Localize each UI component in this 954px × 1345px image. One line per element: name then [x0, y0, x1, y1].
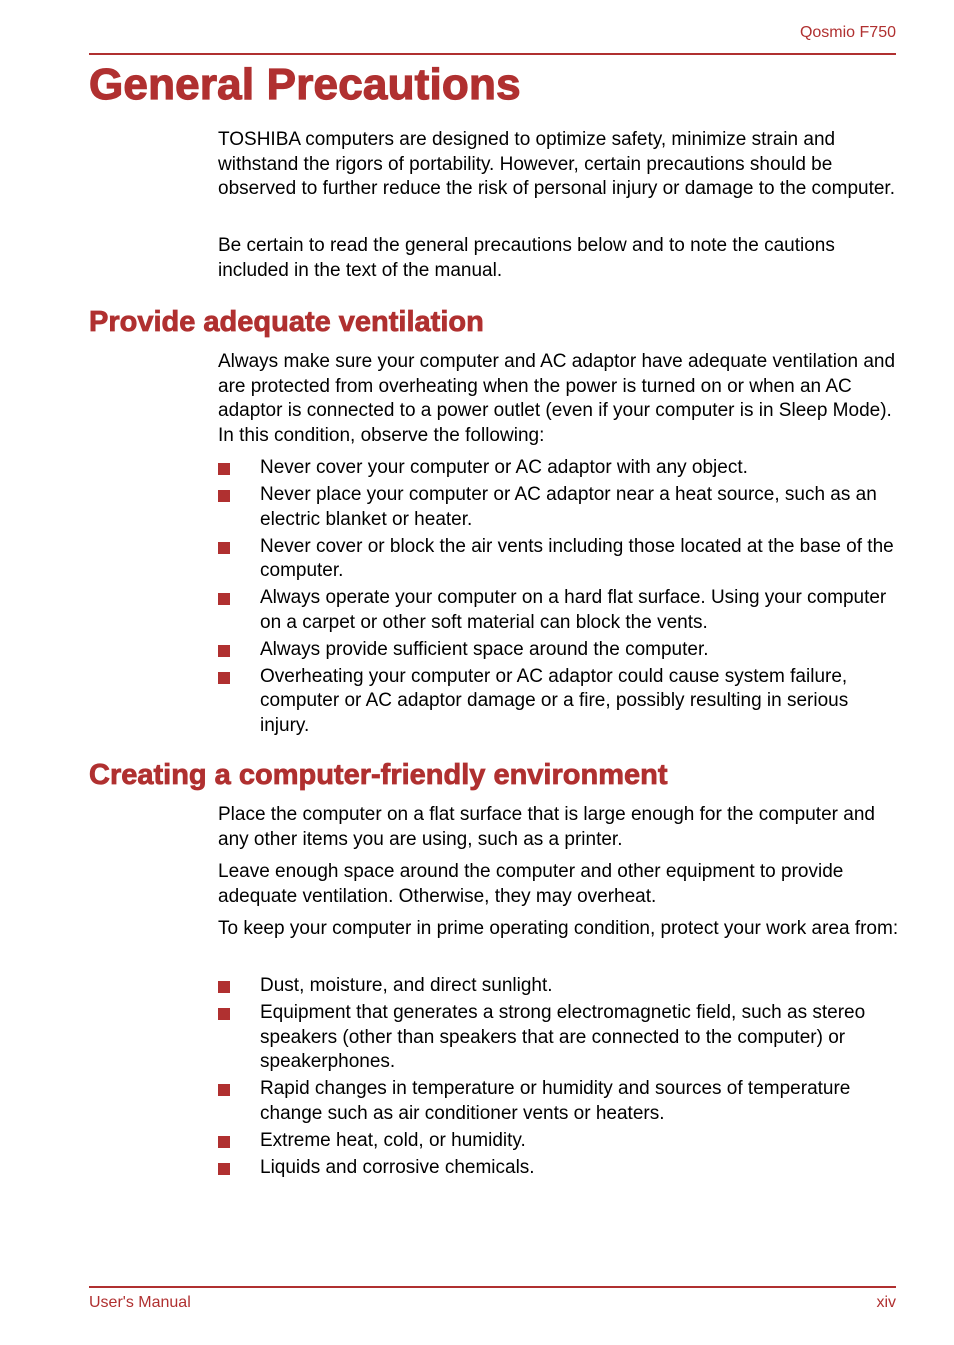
bullet-square-icon: [218, 463, 230, 475]
list-item-text: Overheating your computer or AC adaptor could cause system failure, computer or AC adaptor damage or a fire, possibly resulting in serious injury.: [260, 665, 849, 736]
list-item: [218, 1156, 900, 1181]
list-item: [218, 1001, 900, 1075]
footer-page-number: xiv: [876, 1294, 896, 1311]
environment-paragraph: Place the computer on a flat surface that is large enough for the computer and any other items you are using, such as a printer.: [218, 804, 875, 850]
bullet-square-icon: [218, 1008, 230, 1020]
list-item-text: Always operate your computer on a hard flat surface. Using your computer on a carpet or other soft material can block the vents.: [260, 587, 887, 633]
bullet-square-icon: [218, 1163, 230, 1175]
list-item: [218, 535, 900, 584]
list-item-text: Never place your computer or AC adaptor near a heat source, such as an electric blanket or heater.: [260, 484, 877, 530]
list-item: [218, 1129, 900, 1154]
list-item-text: Extreme heat, cold, or humidity.: [260, 1129, 526, 1151]
bullet-square-icon: [218, 593, 230, 605]
header-product-name: Qosmio F750: [799, 24, 896, 41]
list-item-text: Never cover your computer or AC adaptor with any object.: [260, 457, 748, 478]
ventilation-bullet-list: [218, 456, 900, 741]
environment-paragraph: To keep your computer in prime operating condition, protect your work area from:: [218, 918, 899, 939]
footer-manual-name: User's Manual: [89, 1294, 191, 1311]
list-item: [218, 456, 900, 481]
environment-paragraph: Leave enough space around the computer and other equipment to provide adequate ventilation. Otherwise, they may overheat.: [218, 861, 844, 907]
list-item: [218, 665, 900, 739]
bullet-square-icon: [218, 542, 230, 554]
ventilation-paragraph: Always make sure your computer and AC adaptor have adequate ventilation and are protected from overheating when the power is turned on or when an AC adaptor is connected to a power outlet (even if your computer is in Sleep Mode). In this condition, observe the following:: [218, 351, 896, 446]
intro-paragraph: Be certain to read the general precautions below and to note the cautions included in the text of the manual.: [218, 235, 835, 281]
list-item: [218, 638, 900, 663]
intro-paragraph: TOSHIBA computers are designed to optimize safety, minimize strain and withstand the rigors of portability. However, certain precautions should be observed to further reduce the risk of personal injury or damage to the computer.: [218, 129, 895, 199]
section-heading-ventilation: Provide adequate ventilation: [89, 306, 484, 338]
bullet-square-icon: [218, 645, 230, 657]
bullet-square-icon: [218, 1136, 230, 1148]
header-rule: [89, 53, 896, 55]
list-item-text: Rapid changes in temperature or humidity and sources of temperature change such as air conditioner vents or heaters.: [260, 1078, 851, 1124]
list-item-text: Equipment that generates a strong electromagnetic field, such as stereo speakers (other than speakers that are connected to the computer) or speakerphones.: [260, 1002, 866, 1072]
list-item: [218, 586, 900, 635]
bullet-square-icon: [218, 981, 230, 993]
list-item: [218, 1077, 900, 1126]
bullet-square-icon: [218, 490, 230, 502]
list-item: [218, 974, 900, 999]
list-item-text: Dust, moisture, and direct sunlight.: [260, 975, 553, 996]
list-item-text: Never cover or block the air vents including those located at the base of the computer.: [260, 535, 894, 581]
bullet-square-icon: [218, 672, 230, 684]
list-item-text: Always provide sufficient space around the computer.: [260, 638, 709, 660]
page-title: General Precautions: [89, 60, 521, 109]
environment-bullet-list: [218, 974, 900, 1183]
bullet-square-icon: [218, 1084, 230, 1096]
section-heading-environment: Creating a computer-friendly environment: [89, 759, 668, 791]
list-item: [218, 483, 900, 532]
footer-rule: [89, 1286, 896, 1288]
list-item-text: Liquids and corrosive chemicals.: [260, 1156, 535, 1178]
